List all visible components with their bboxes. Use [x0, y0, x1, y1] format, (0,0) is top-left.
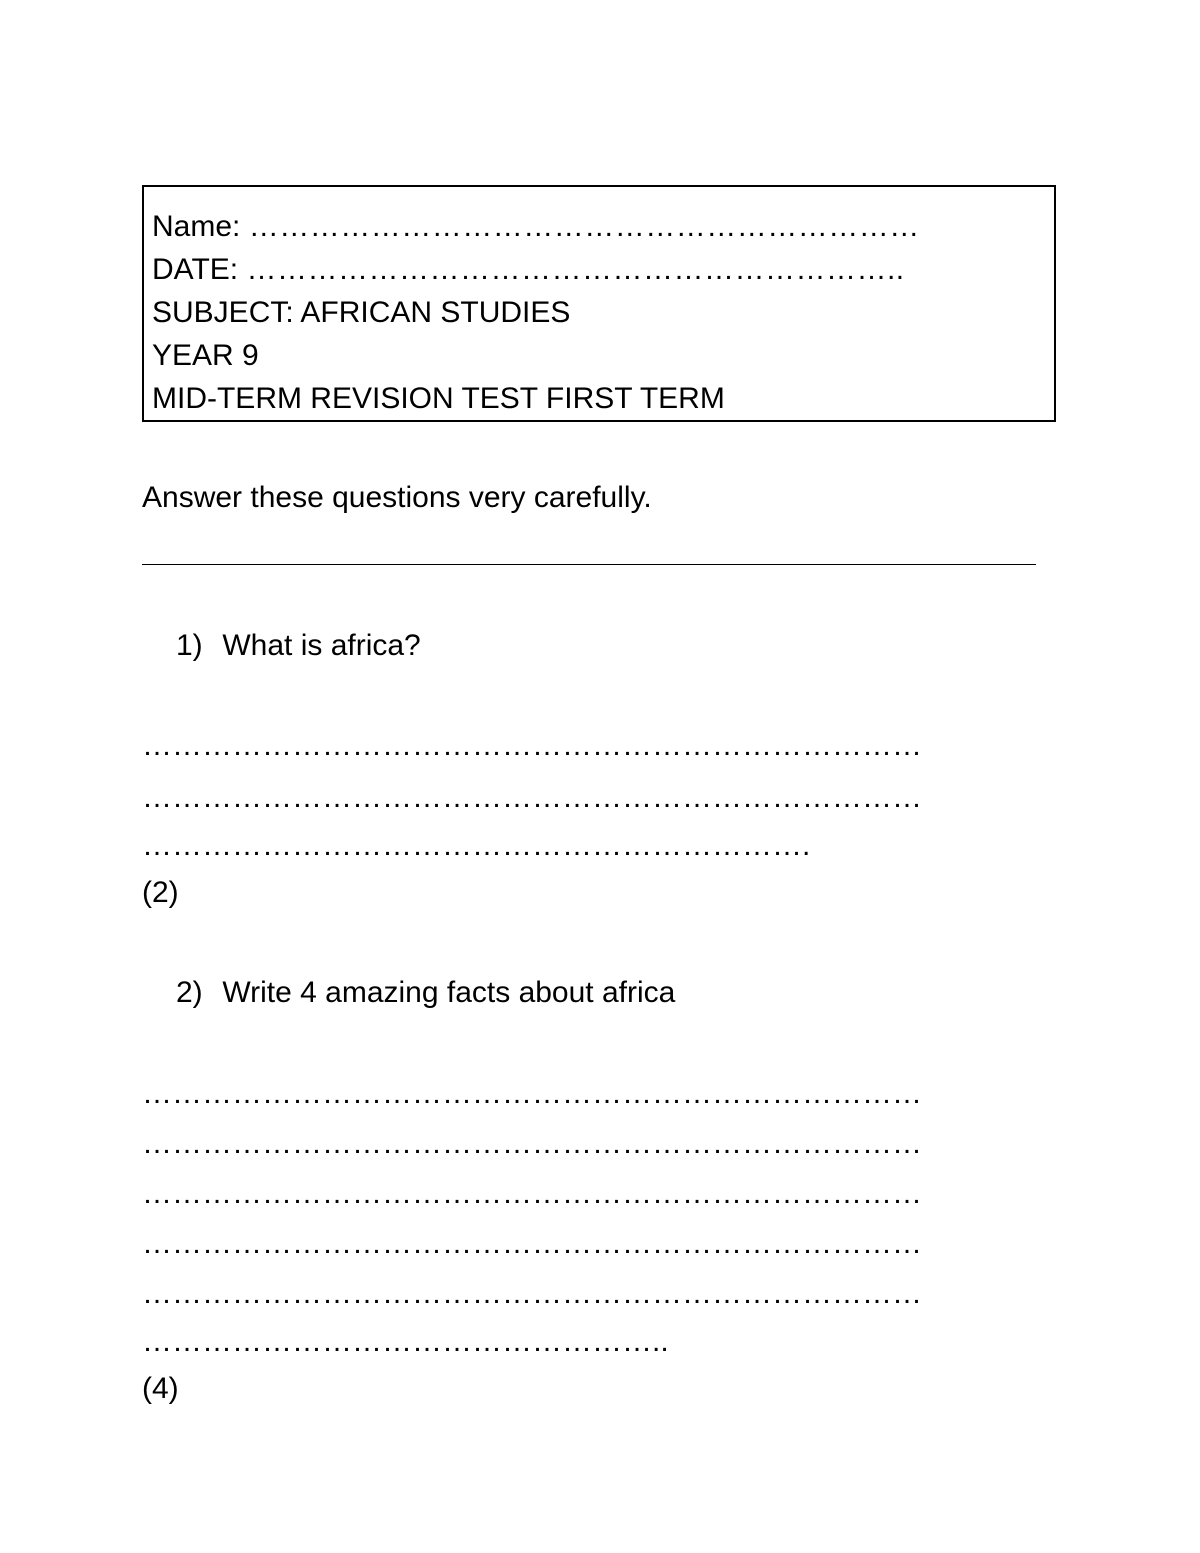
student-info-box	[142, 185, 1056, 422]
date-line	[152, 248, 1054, 291]
question-2-answer-line-3: ……………………………………………………………………	[142, 1177, 922, 1210]
date-label: DATE:	[152, 253, 239, 286]
question-1-answer-line-3: ………………………………………………………….	[142, 829, 811, 862]
year-line: YEAR 9	[152, 339, 259, 372]
name-line	[152, 205, 1054, 248]
question-2-answer-line-6: ……………………………………………..	[142, 1325, 669, 1358]
question-1-marks: (2)	[142, 876, 179, 909]
test-title: MID-TERM REVISION TEST FIRST TERM	[152, 382, 725, 415]
name-label: Name:	[152, 210, 241, 243]
question-1-number: 1)	[176, 629, 203, 662]
question-2-number: 2)	[176, 976, 203, 1009]
question-2-answer-line-2: ……………………………………………………………………	[142, 1127, 922, 1160]
question-2-marks: (4)	[142, 1372, 179, 1405]
question-1	[176, 624, 421, 667]
question-1-answer-line-1: ……………………………………………………………………	[142, 729, 922, 762]
question-2	[176, 971, 675, 1014]
date-answer-dots: ………………………………………………………..	[246, 253, 905, 286]
divider-line	[142, 564, 1036, 565]
name-answer-dots: …………………………………………………………	[248, 210, 920, 243]
question-2-answer-line-5: ……………………………………………………………………	[142, 1277, 922, 1310]
question-2-answer-line-1: ……………………………………………………………………	[142, 1077, 922, 1110]
subject-line: SUBJECT: AFRICAN STUDIES	[152, 296, 571, 329]
question-2-text: Write 4 amazing facts about africa	[222, 976, 676, 1009]
question-1-text: What is africa?	[222, 629, 421, 662]
instructions-text: Answer these questions very carefully.	[142, 481, 652, 514]
question-1-answer-line-2: ……………………………………………………………………	[142, 781, 922, 814]
question-2-answer-line-4: ……………………………………………………………………	[142, 1227, 922, 1260]
